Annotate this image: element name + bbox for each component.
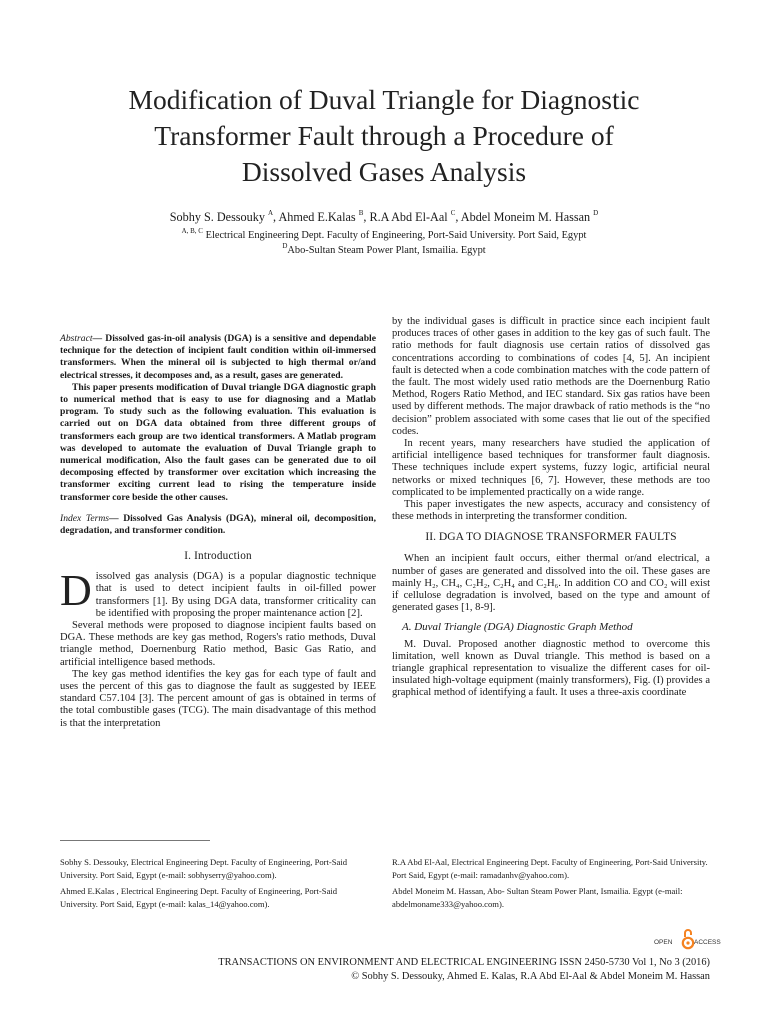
section-1-heading: I. Introduction — [184, 550, 252, 563]
right-paragraph-1: by the individual gases is difficult in practice since each incipient fault produces traces of other gases in addition to the key gas of such fault. The ratio methods for fault diagnosis use certain ratios of dissolved gas concentrations according to combinations of codes [4, 5]. An incipient fault is detected when a code combination matches with the code pattern of the fault. The most widely used ratio methods are the Doernenburg Ratio Method, Rogers Ratio Method, and IEC standard. Six gas ratios have been used by different methods. The major drawback of ratio methods is the “no decision” problem associated with some cases that lie out of the specified codes. — [392, 316, 710, 437]
author-2-mark: B — [358, 208, 364, 217]
intro-paragraph-3: The key gas method identifies the key gas for each type of fault and uses the percent of this gas to diagnose the fault as suggested by IEEE standard C57.104 [3]. The percent amount of gas is obtained in terms of the total combustible gases (TCG). The main disadvantage of this method is that the interpretation — [60, 668, 376, 729]
abstract-label: Abstract — [60, 333, 93, 344]
affiliation-2 — [60, 241, 708, 257]
journal-line: TRANSACTIONS ON ENVIRONMENT AND ELECTRICAL ENGINEERING ISSN 2450-5730 Vol 1, No 3 (2016) — [218, 957, 710, 968]
footnote-divider — [60, 840, 210, 841]
index-terms-text: — Dissolved Gas Analysis (DGA), mineral oil, decomposition, degradation, and transformer condition. — [60, 512, 376, 537]
author-3-mark: C — [450, 208, 456, 217]
author-2: , Ahmed E.Kalas — [273, 210, 356, 224]
author-1: Sobhy S. Dessouky — [169, 210, 265, 224]
footnotes-right — [392, 856, 710, 914]
affiliation-2-text: Abo-Sultan Steam Power Plant, Ismailia. Egypt — [287, 245, 486, 256]
right-paragraph-2: In recent years, many researchers have studied the application of artificial intelligence based techniques for transformer fault diagnosis. These techniques include expert systems, fuzzy logic, artificial neural networks or mixed techniques [6, 7]. However, these methods are too complicated to be implemented practically on a wide range. — [392, 438, 710, 498]
affiliation-1 — [60, 226, 708, 242]
index-terms — [60, 513, 376, 537]
author-1-mark: A — [267, 208, 274, 217]
footnotes-left — [60, 856, 376, 914]
intro-paragraph-1 — [60, 566, 376, 620]
section-2-paragraph-2: M. Duval. Proposed another diagnostic method to overcome this limitation, well known as Duval triangle. This method is based on a triangle graphical representation to visualize the different cases for oil-insulated high-voltage equipment (mainly transformers), Fig. (I) provides a graphical method of identifying a fault. It uses a three-axis coordinate — [392, 638, 710, 699]
footnote-2: Ahmed E.Kalas , Electrical Engineering Dept. Faculty of Engineering, Port-Said University. Port Said, Egypt (e-mail: kalas_14@yahoo.com). — [60, 886, 338, 909]
open-access-lock-icon — [681, 928, 695, 950]
copyright-line: © Sobhy S. Dessouky, Ahmed E. Kalas, R.A Abd El-Aal & Abdel Moneim M. Hassan — [351, 971, 710, 982]
title-line-1: Modification of Duval Triangle for Diagnostic — [128, 84, 640, 115]
open-access-word-2: ACCESS — [694, 939, 721, 946]
abstract-paragraph-2: This paper presents modification of Duval triangle DGA diagnostic graph to numerical method that is easy to use for diagnosing and a Matlab program. To study such as the following evaluation. This evaluation is carried out on DGA data obtained from three different groups of transformers each group are two identical transformers. A Matlab program was developed to automate the evaluation of Duval Triangle graph to numerical modification, Also the fault gases can be generated due to oil decomposing effected by transformer over excitation which increasing the transformer exciting current lead to rising the temperature inside transformer core beside the other causes. — [60, 381, 376, 503]
affiliation-1-mark: A, B, C — [181, 226, 203, 235]
section-2-heading: II. DGA TO DIAGNOSE TRANSFORMER FAULTS — [425, 530, 677, 544]
footnote-4: Abdel Moneim M. Hassan, Abo- Sultan Steam Power Plant, Ismailia. Egypt (e-mail: abdelmoname333@yahoo.com). — [392, 886, 683, 909]
intro-paragraph-2: Several methods were proposed to diagnose incipient faults based on DGA. These methods are key gas method, Rogers's ratio methods, Duval triangle method, Doernenburg Ratio method, Basic Gas Ratio, and artificial intelligence based methods. — [60, 620, 376, 668]
section-2-paragraph-1: When an incipient fault occurs, either thermal or/and electrical, a number of gases are generated and dissolved into the oil. These gases are mainly H₂, CH₄, C₂H₂, C₂H₄ and C₂H₆. In addition CO and CO₂ will exist if cellulose degradation is involved, based on the type and amount of generated gases [1, 8-9]. — [392, 553, 710, 614]
title-line-3: Dissolved Gases Analysis — [241, 156, 527, 187]
footnote-1: Sobhy S. Dessouky, Electrical Engineering Dept. Faculty of Engineering, Port-Said University. Port Said, Egypt (e-mail: sobhyserry@yahoo.com). — [60, 857, 348, 880]
right-column — [392, 316, 710, 700]
affiliation-1-text: Electrical Engineering Dept. Faculty of Engineering, Port-Said University. Port Said, Egypt — [205, 230, 587, 241]
open-access-logo — [654, 928, 721, 952]
left-column — [60, 333, 376, 730]
subsection-a-heading: A. Duval Triangle (DGA) Diagnostic Graph Method — [402, 621, 633, 634]
abstract — [60, 333, 376, 504]
author-4: , Abdel Moneim M. Hassan — [455, 210, 591, 224]
paper-title — [60, 82, 708, 190]
open-access-word-1: OPEN — [654, 939, 673, 946]
right-paragraph-3: This paper investigates the new aspects, accuracy and consistency of these methods in interpreting the transformer condition. — [392, 499, 710, 523]
footnote-3: R.A Abd El-Aal, Electrical Engineering Dept. Faculty of Engineering, Port-Said University. Port Said, Egypt (e-mail: ramadanhv@yahoo.com). — [392, 857, 708, 880]
title-line-2: Transformer Fault through a Procedure of — [154, 120, 614, 151]
author-4-mark: D — [593, 208, 599, 217]
index-terms-label: Index Terms — [60, 512, 110, 524]
affiliation-2-mark: D — [282, 241, 288, 250]
drop-cap: D — [60, 566, 92, 616]
author-list — [60, 210, 708, 225]
abstract-paragraph-1: — Dissolved gas-in-oil analysis (DGA) is a sensitive and dependable technique for the detection of incipient fault condition within oil-immersed transformers. When the mineral oil is subjected to high thermal or/and electrical stresses, it decomposes and, as a result, gases are generated. — [60, 333, 376, 381]
author-3: , R.A Abd El-Aal — [363, 210, 448, 224]
intro-paragraph-1-text: issolved gas analysis (DGA) is a popular diagnostic technique that is used to detect incipient faults in oil-filled power transformers [1]. By using DGA data, transformer criticality can be identified with proposing the proper maintenance action [2]. — [95, 571, 376, 619]
